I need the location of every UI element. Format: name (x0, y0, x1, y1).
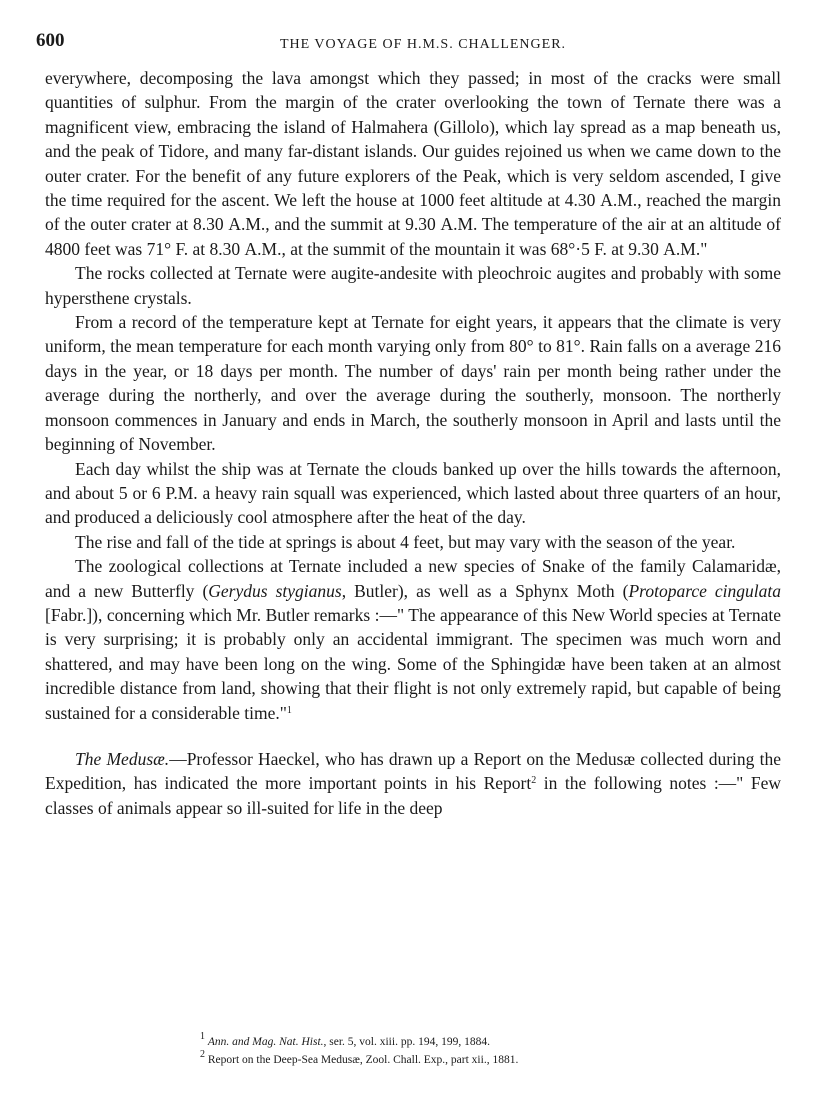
footnote-ref-1: 1 (286, 704, 292, 716)
paragraph-climate: From a record of the temperature kept at Ternate for eight years, it appears that the climate is very uniform, the mean temperature for each month varying only from 80° to 81°. Rain falls on a average 216 days in the year, or 18 days per month. The number of days' rain per month being rather under the average during the northerly, and over the average during the southerly, monsoon. The northerly monsoon commences in January and ends in March, the southerly monsoon in April and lasts until the beginning of November. (45, 312, 781, 455)
running-head (36, 30, 781, 60)
running-title: THE VOYAGE OF H.M.S. CHALLENGER. (279, 37, 567, 52)
paragraph-summit-ascent: everywhere, decomposing the lava amongst which they passed; in most of the cracks were small quantities of sulphur. From the margin of the crater overlooking the town of Ternate there was a magnificent view, embracing the island of Halmahera (Gillolo), which lay spread as a map beneath us, and the peak of Tidore, and many far-distant islands. Our guides rejoined us when we came down to the outer crater. For the benefit of any future explorers of the Peak, which is very seldom ascended, I give the time required for the ascent. We left the house at 1000 feet altitude at 4.30 A.M., reached the margin of the outer crater at 8.30 A.M., and the summit at 9.30 A.M. The temperature of the air at an altitude of 4800 feet was 71° F. at 8.30 A.M., at the summit of the mountain it was 68°·5 F. at 9.30 A.M." (45, 68, 782, 259)
section-heading-medusae: The Medusæ. (75, 748, 170, 769)
paragraph-zoology: The zoological collections at Ternate included a new species of Snake of the family Calamaridæ, and a new Butterfly (Gerydus stygianus, Butler), as well as a Sphynx Moth (Protoparce cingulata [Fabr.]), concerning which Mr. Butler remarks :—" The appearance of this New World species at Ternate is very surprising; it is probably only an accidental immigrant. The specimen was much worn and shattered, and may have been long on the wing. Some of the Sphingidæ have been taken at an almost incredible distance from land, showing that their flight is not only extremely rapid, but capable of being sustained for a considerable time."$^1$ (45, 556, 782, 723)
footnote-2: $^2$ Report on the Deep-Sea Medusæ, Zool. Chall. Exp., part xii., 1881. (200, 1049, 519, 1066)
footnote-1: $^1$ Ann. and Mag. Nat. Hist., ser. 5, vol. xiii. pp. 194, 199, 1884. (200, 1031, 490, 1048)
footnotes (200, 1033, 518, 1069)
paragraph-rocks: The rocks collected at Ternate were augite-andesite with pleochroic augites and probably with some hypersthene crystals. (45, 263, 781, 308)
paragraph-clouds: Each day whilst the ship was at Ternate the clouds banked up over the hills towards the afternoon, and about 5 or 6 P.M. a heavy rain squall was experienced, which lasted about three quarters of an hour, and produced a deliciously cool atmosphere after the heat of the day. (45, 458, 781, 528)
paragraph-tide: The rise and fall of the tide at springs is about 4 feet, but may vary with the season of the year. (75, 531, 736, 552)
body-text (45, 66, 781, 820)
page-number: 600 (36, 30, 65, 51)
footnote-ref-2: 2 (531, 775, 537, 787)
paragraph-medusae: The Medusæ.—Professor Haeckel, who has drawn up a Report on the Medusæ collected during the Expedition, has indicated the more important points in his Report$^2$ in the following notes :—" Few classes of animals appear so ill-suited for life in the deep (45, 748, 781, 818)
